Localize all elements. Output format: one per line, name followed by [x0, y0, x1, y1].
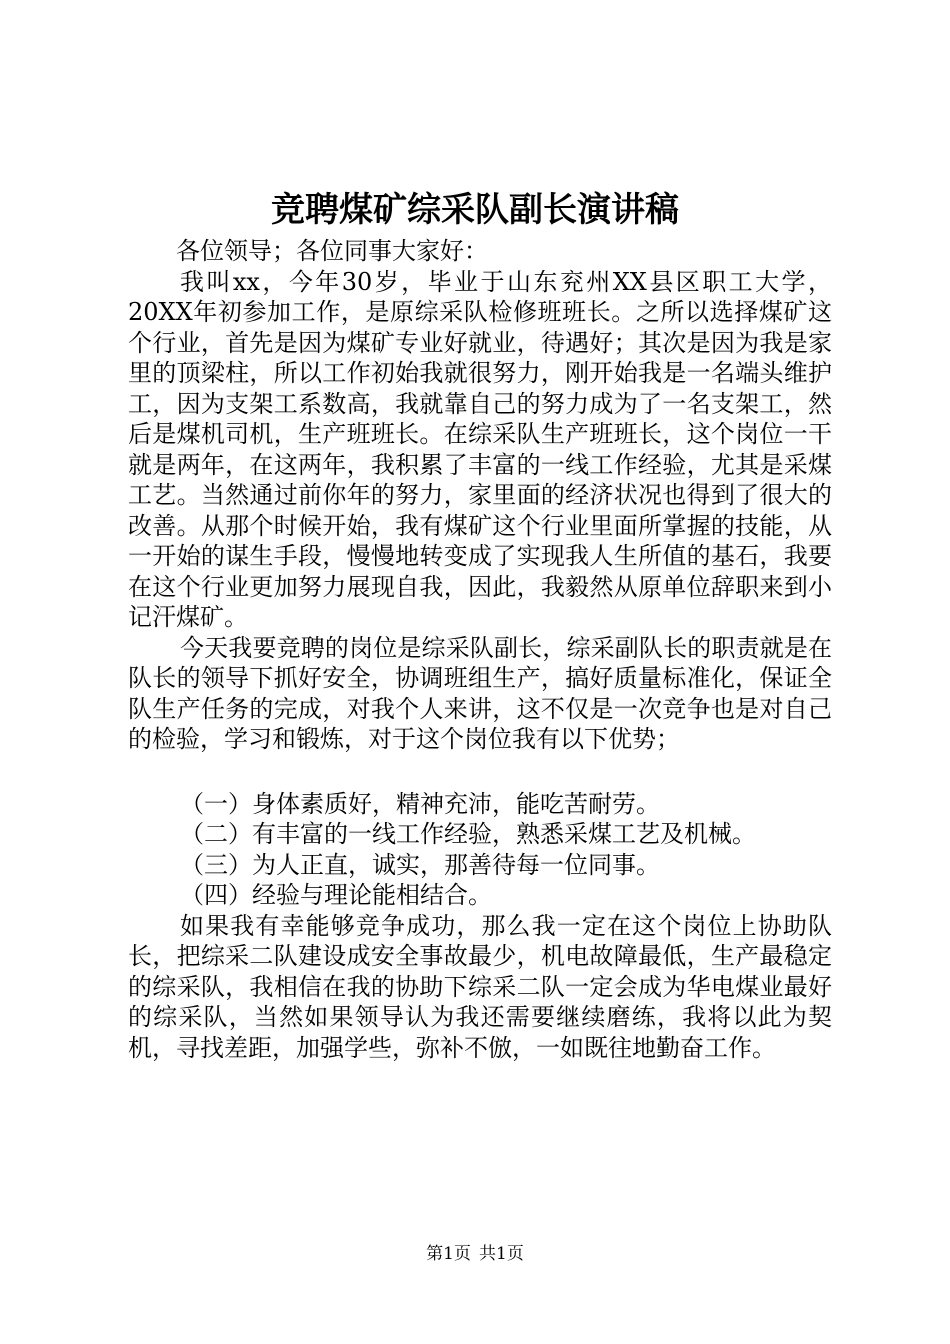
document-body: [128, 236, 832, 1063]
advantage-item-3: （三）为人正直，诚实，那善待每一位同事。: [180, 850, 660, 879]
advantage-item-2: （二）有丰富的一线工作经验，熟悉采煤工艺及机械。: [180, 820, 756, 848]
paragraph-introduction: 我叫xx，今年30岁，毕业于山东兖州XX县区职工大学，20XX年初参加工作，是原综采队检修班班长。之所以选择煤矿这个行业，首先是因为煤矿专业好就业，待遇好；其次是因为我是家里的顶梁柱，所以工作初始我就很努力，刚开始我是一名端头维护工，因为支架工系数高，我就靠自己的努力成为了一名支架工，然后是煤机司机，生产班班长。在综采队生产班班长，这个岗位一干就是两年，在这两年，我积累了丰富的一线工作经验，尤其是采煤工艺。当然通过前你年的努力，家里面的经济状况也得到了很大的改善。从那个时候开始，我有煤矿这个行业里面所掌握的技能，从一开始的谋生手段，慢慢地转变成了实现我人生所值的基石，我要在这个行业更加努力展现自我，因此，我毅然从原单位辞职来到小记汗煤矿。: [128, 267, 832, 631]
advantage-item-4: （四）经验与理论能相结合。: [180, 881, 492, 909]
paragraph-closing: 如果我有幸能够竞争成功，那么我一定在这个岗位上协助队长，把综采二队建设成安全事故最少，机电故障最低，生产最稳定的综采队，我相信在我的协助下综采二队一定会成为华电煤业最好的综采队，当然如果领导认为我还需要继续磨练，我将以此为契机，寻找差距，加强学些，弥补不倣，一如既往地勤奋工作。: [128, 911, 832, 1062]
page-number: 第1页: [426, 1244, 471, 1264]
page-footer: [0, 1242, 950, 1266]
advantage-item-1: （一）身体素质好，精神充沛，能吃苦耐劳。: [180, 789, 660, 818]
page-total: 共1页: [479, 1244, 524, 1264]
document-title: 竞聘煤矿综采队副长演讲稿: [271, 190, 679, 230]
paragraph-spacer: [128, 755, 832, 789]
paragraph-position: 今天我要竞聘的岗位是综采队副长，综采副队长的职责就是在队长的领导下抓好安全，协调班组生产，搞好质量标准化，保证全队生产任务的完成，对我个人来讲，这不仅是一次竞争也是对自己的检验，学习和锻炼，对于这个岗位我有以下优势；: [128, 633, 832, 753]
salutation: 各位领导；各位同事大家好：: [176, 237, 488, 265]
